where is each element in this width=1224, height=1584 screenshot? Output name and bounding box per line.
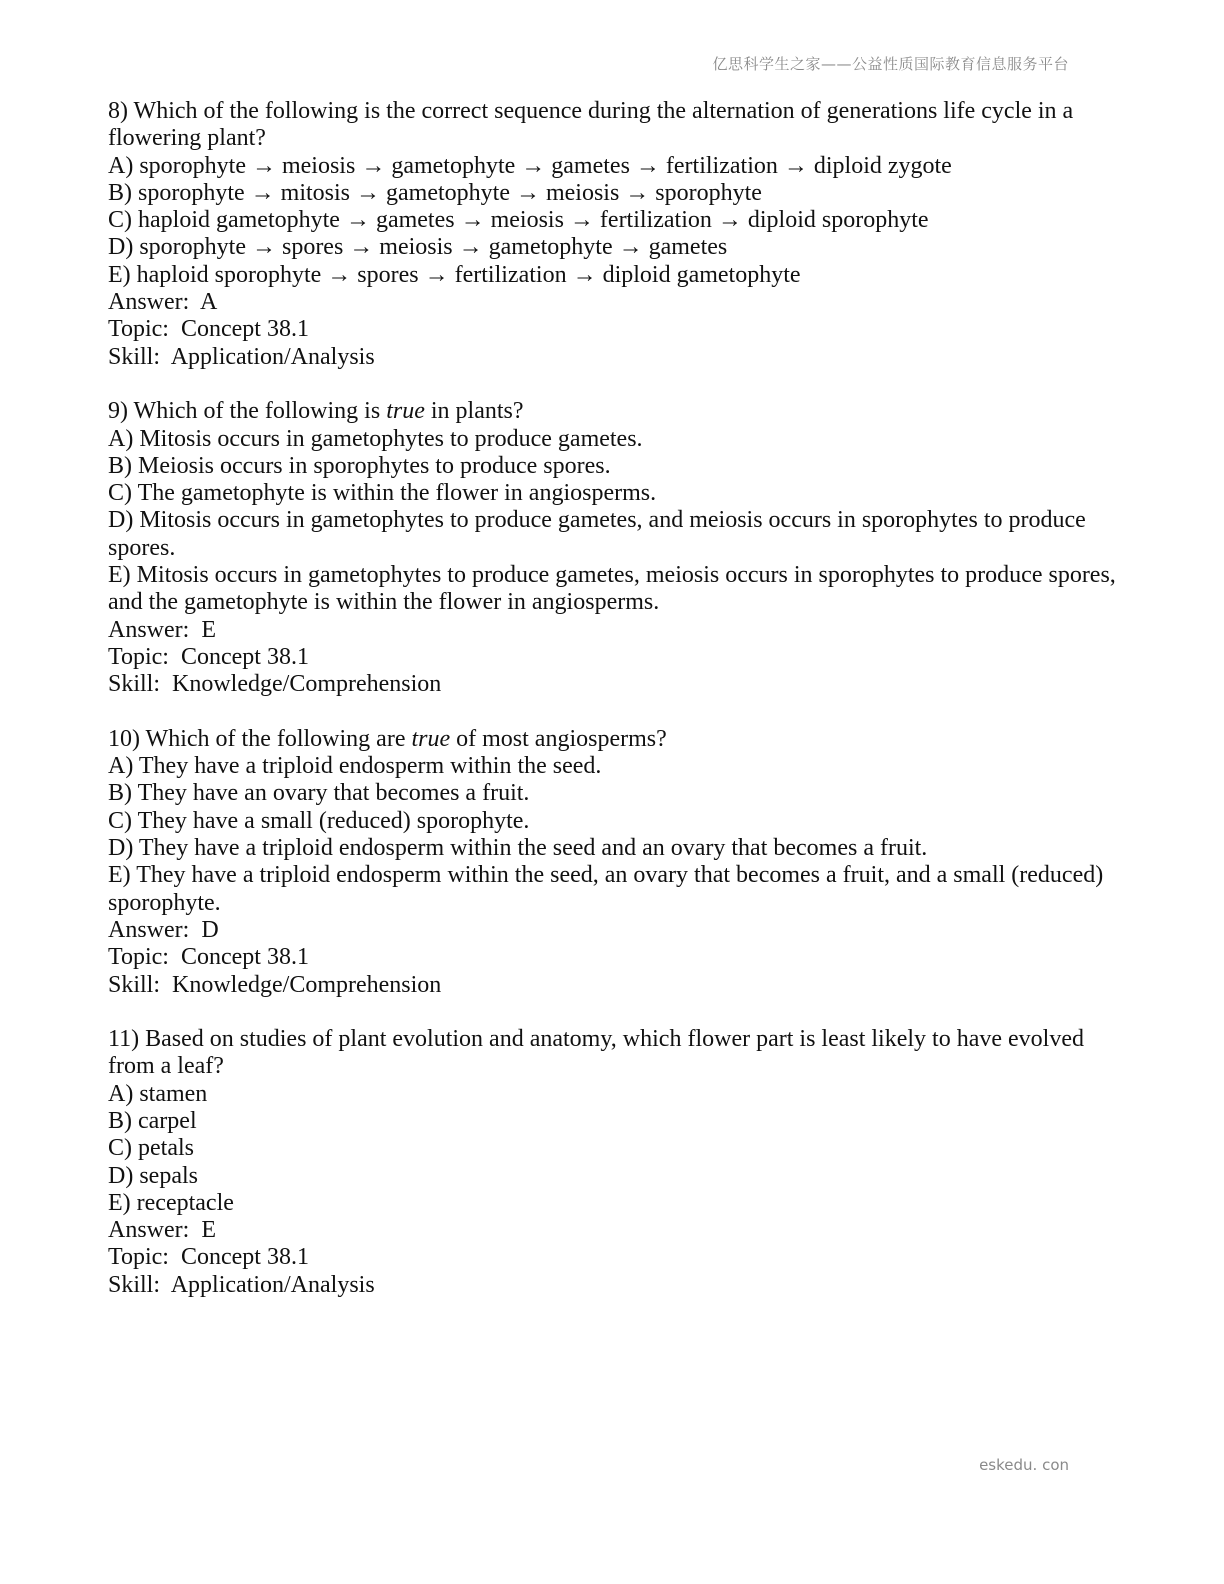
skill-line: Skill: Knowledge/Comprehension bbox=[108, 971, 442, 998]
option-c: C) They have a small (reduced) sporophyte. bbox=[108, 807, 530, 834]
answer-line: Answer: E bbox=[108, 1217, 216, 1244]
question-11 bbox=[108, 1026, 1118, 1299]
option-c: C) petals bbox=[108, 1135, 194, 1162]
option-a: A) sporophyte → meiosis → gametophyte → gametes → fertilization → diploid zygote bbox=[108, 152, 952, 179]
stem-text-start: 9) Which of the following is bbox=[108, 398, 387, 425]
option-e: E) receptacle bbox=[108, 1189, 234, 1216]
question-stem bbox=[108, 398, 1118, 425]
option-d: D) They have a triploid endosperm within the seed and an ovary that becomes a fruit. bbox=[108, 835, 928, 862]
option-d: D) sepals bbox=[108, 1162, 198, 1189]
question-8 bbox=[108, 98, 1118, 371]
option-c: C) haploid gametophyte → gametes → meiosis → fertilization → diploid sporophyte bbox=[108, 207, 929, 234]
skill-line: Skill: Knowledge/Comprehension bbox=[108, 671, 442, 698]
option-c: C) The gametophyte is within the flower in angiosperms. bbox=[108, 480, 657, 507]
stem-text-end: of most angiosperms? bbox=[450, 725, 667, 752]
topic-line: Topic: Concept 38.1 bbox=[108, 643, 309, 670]
header-watermark: 亿思科学生之家——公益性质国际教育信息服务平台 bbox=[712, 55, 1069, 73]
option-b: B) sporophyte → mitosis → gametophyte → meiosis → sporophyte bbox=[108, 179, 762, 206]
question-10 bbox=[108, 726, 1118, 999]
answer-line: Answer: D bbox=[108, 916, 219, 943]
option-d: D) sporophyte → spores → meiosis → gametophyte → gametes bbox=[108, 234, 728, 261]
question-stem: 8) Which of the following is the correct sequence during the alternation of generations life cycle in a flowering plant? bbox=[108, 98, 1080, 152]
footer-watermark: eskedu. con bbox=[979, 1456, 1069, 1474]
stem-emphasis: true bbox=[411, 725, 451, 752]
topic-line: Topic: Concept 38.1 bbox=[108, 1244, 309, 1271]
question-stem: 11) Based on studies of plant evolution and anatomy, which flower part is least likely to have evolved from a leaf? bbox=[108, 1026, 1090, 1080]
answer-line: Answer: E bbox=[108, 616, 216, 643]
question-9 bbox=[108, 398, 1122, 698]
option-e: E) They have a triploid endosperm within the seed, an ovary that becomes a fruit, and a small (reduced) sporophyte. bbox=[108, 862, 1110, 916]
option-a: A) They have a triploid endosperm within the seed. bbox=[108, 753, 602, 780]
option-d: D) Mitosis occurs in gametophytes to produce gametes, and meiosis occurs in sporophytes to produce spores. bbox=[108, 507, 1092, 561]
stem-emphasis: true bbox=[386, 398, 425, 425]
stem-text-end: in plants? bbox=[424, 398, 524, 425]
option-e: E) haploid sporophyte → spores → fertilization → diploid gametophyte bbox=[108, 261, 801, 288]
option-b: B) carpel bbox=[108, 1107, 197, 1134]
option-a: A) stamen bbox=[108, 1080, 208, 1107]
option-e: E) Mitosis occurs in gametophytes to produce gametes, meiosis occurs in sporophytes to produce spores, and the gametophyte is within the flower in angiosperms. bbox=[108, 562, 1122, 616]
answer-line: Answer: A bbox=[108, 289, 218, 316]
option-a: A) Mitosis occurs in gametophytes to produce gametes. bbox=[108, 425, 643, 452]
topic-line: Topic: Concept 38.1 bbox=[108, 316, 309, 343]
skill-line: Skill: Application/Analysis bbox=[108, 1271, 375, 1298]
stem-text-start: 10) Which of the following are bbox=[108, 725, 412, 752]
option-b: B) Meiosis occurs in sporophytes to produce spores. bbox=[108, 452, 611, 479]
skill-line: Skill: Application/Analysis bbox=[108, 343, 375, 370]
topic-line: Topic: Concept 38.1 bbox=[108, 944, 309, 971]
option-b: B) They have an ovary that becomes a fruit. bbox=[108, 780, 530, 807]
question-list bbox=[108, 98, 1122, 1326]
question-stem bbox=[108, 726, 1118, 753]
